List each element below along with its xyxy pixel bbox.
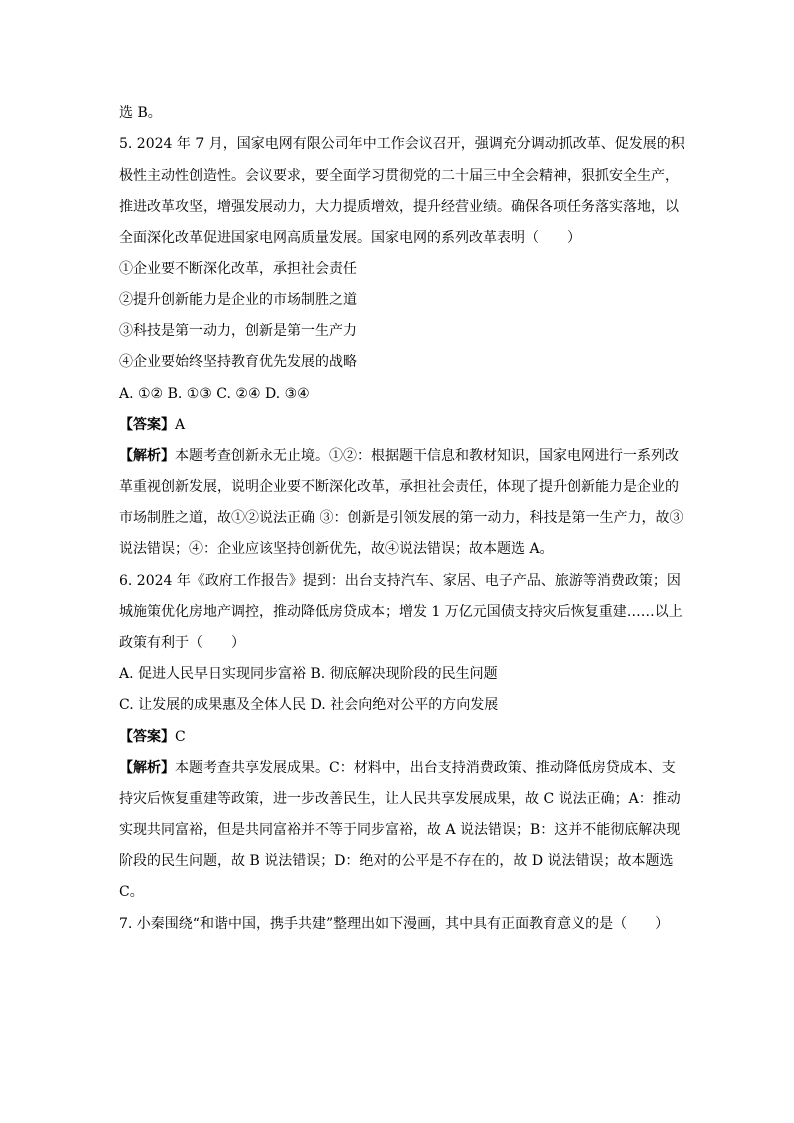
- text-line: 实现共同富裕，但是共同富裕并不等于同步富裕，故 A 说法错误；B：这并不能彻底解决现: [119, 822, 681, 838]
- statement-1: ①企业要不断深化改革，承担社会责任: [119, 261, 357, 277]
- analysis-line: [119, 758, 676, 778]
- options-line: C. 让发展的成果惠及全体人民 D. 社会向绝对公平的方向发展: [119, 697, 499, 713]
- answer-value: A: [175, 417, 186, 433]
- analysis-label: 【解析】: [119, 448, 175, 464]
- question-6-line: 6. 2024 年《政府工作报告》提到：出台支持汽车、家居、电子产品、旅游等消费政策；因: [119, 573, 681, 589]
- question-5-line: 5. 2024 年 7 月，国家电网有限公司年中工作会议召开，强调充分调动抓改革、促发展的积: [119, 136, 685, 152]
- answer-label: 【答案】: [119, 417, 175, 433]
- text-line: 推进改革攻坚，增强发展动力，大力提质增效，提升经营业绩。确保各项任务落实落地，以: [119, 199, 679, 215]
- analysis-text: 本题考查共享发展成果。C：材料中，出台支持消费政策、推动降低房贷成本、支: [175, 760, 676, 776]
- answer-value: C: [175, 729, 186, 745]
- text-line: 极性主动性创造性。会议要求，要全面学习贯彻党的二十届三中全会精神，狠抓安全生产，: [119, 168, 679, 184]
- text-line: 市场制胜之道，故①②说法正确 ③：创新是引领发展的第一动力，科技是第一生产力，故③: [119, 510, 684, 526]
- options-line: A. ①② B. ①③ C. ②④ D. ③④: [119, 386, 310, 402]
- text-line: 政策有利于（ ）: [119, 635, 245, 651]
- text-line: 全面深化改革促进国家电网高质量发展。国家电网的系列改革表明（ ）: [119, 230, 581, 246]
- text-line: 城施策优化房地产调控，推动降低房贷成本；增发 1 万亿元国债支持灾后恢复重建……以上: [119, 604, 683, 620]
- statement-4: ④企业要始终坚持教育优先发展的战略: [119, 354, 357, 370]
- question-7-line: 7. 小秦围绕“和谐中国，携手共建”整理出如下漫画，其中具有正面教育意义的是（ ）: [119, 916, 670, 932]
- text-line: 阶段的民生问题，故 B 说法错误；D：绝对的公平是不存在的，故 D 说法错误；故本题选: [119, 853, 674, 869]
- answer-label: 【答案】: [119, 729, 175, 745]
- statement-3: ③科技是第一动力，创新是第一生产力: [119, 323, 357, 339]
- text-line: C。: [119, 884, 144, 900]
- analysis-text: 本题考查创新永无止境。①②：根据题干信息和教材知识，国家电网进行一系列改: [175, 448, 679, 464]
- text-line: 革重视创新发展，说明企业要不断深化改革，承担社会责任，体现了提升创新能力是企业的: [119, 479, 679, 495]
- text-line: 说法错误；④：企业应该坚持创新优先，故④说法错误；故本题选 A。: [119, 541, 554, 557]
- text-line: 持灾后恢复重建等政策，进一步改善民生，让人民共享发展成果，故 C 说法正确；A：推动: [119, 791, 681, 807]
- text-line: 选 B。: [119, 105, 162, 121]
- answer-line: [119, 415, 185, 435]
- answer-line: [119, 727, 186, 747]
- analysis-label: 【解析】: [119, 760, 175, 776]
- analysis-line: [119, 446, 679, 466]
- statement-2: ②提升创新能力是企业的市场制胜之道: [119, 292, 357, 308]
- options-line: A. 促进人民早日实现同步富裕 B. 彻底解决现阶段的民生问题: [119, 666, 498, 682]
